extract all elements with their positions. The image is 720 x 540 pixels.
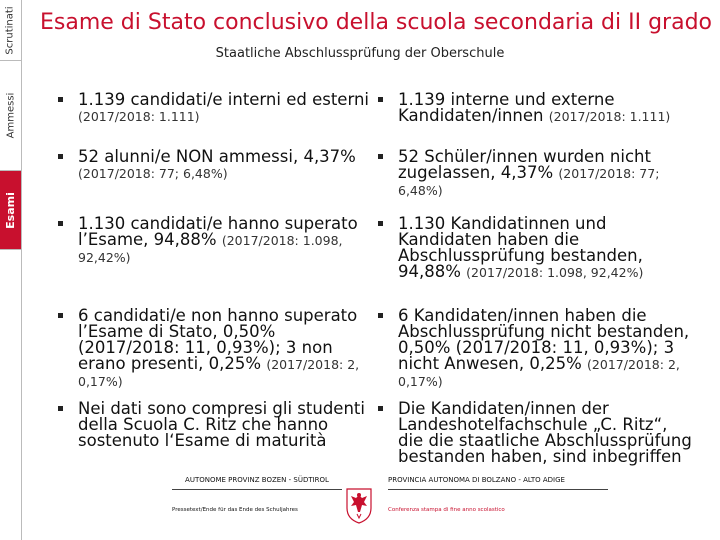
bullet-right-3: 1.130 Kandidatinnen und Kandidaten haben die Abschlussprüfung bestanden, 94,88% (2017/2018: 1.098, 92,42%) [374,216,694,281]
bullet-right-5: Die Kandidaten/innen der Landeshotelfachschule „C. Ritz“, die die staatliche Abschlussprüfung bestanden haben, sind inbegriffen [374,401,694,466]
tab-empty [0,250,22,540]
footer-right-sub: Conferenza stampa di fine anno scolastico [388,507,505,513]
footer-left-sub: Pressetext/Ende für das Ende des Schuljahres [172,507,298,513]
footer-left-title: AUTONOME PROVINZ BOZEN - SÜDTIROL [185,476,329,484]
footer-right-rule [388,489,608,490]
bullet-left-5: Nei dati sono compresi gli studenti della Scuola C. Ritz che hanno sostenuto l‘Esame di maturità [54,401,370,450]
tab-ammessi[interactable] [0,60,22,170]
bullet-right-2: 52 Schüler/innen wurden nicht zugelassen, 4,37% (2017/2018: 77; 6,48%) [374,149,694,199]
bullet-left-3: 1.130 candidati/e hanno superato l’Esame, 94,88% (2017/2018: 1.098, 92,42%) [54,216,370,266]
bullet-left-1: 1.139 candidati/e interni ed esterni (2017/2018: 1.111) [54,92,370,125]
bullet-left-2: 52 alunni/e NON ammessi, 4,37% (2017/2018: 77; 6,48%) [54,149,370,182]
footer-left-rule [172,489,342,490]
tab-label-esami: Esami [4,191,17,229]
eagle-emblem-icon [346,488,372,524]
side-tabs [0,0,22,540]
footer-left [172,476,342,513]
footer-right [388,476,608,513]
bullet-right-1: 1.139 interne und externe Kandidaten/innen (2017/2018: 1.111) [374,92,694,125]
bullet-right-4: 6 Kandidaten/innen haben die Abschlussprüfung nicht bestanden, 0,50% (2017/2018: 11, 0,93%); 3 nicht Anwesen, 0,25% (2017/2018: 2, 0,17%) [374,308,694,390]
bullet-left-4: 6 candidati/e non hanno superato l’Esame di Stato, 0,50% (2017/2018: 11, 0,93%); 3 non erano presenti, 0,25% (2017/2018: 2, 0,17%) [54,308,370,390]
page-title: Esame di Stato conclusivo della scuola secondaria di II grado [40,10,712,35]
tab-esami[interactable] [0,170,22,250]
tab-label-ammessi: Ammessi [5,92,16,139]
footer-right-title: PROVINCIA AUTONOMA DI BOLZANO - ALTO ADIGE [388,476,565,484]
tab-label-scrutinati: Scrutinati [5,5,17,55]
page-subtitle: Staatliche Abschlussprüfung der Oberschule [215,46,505,61]
